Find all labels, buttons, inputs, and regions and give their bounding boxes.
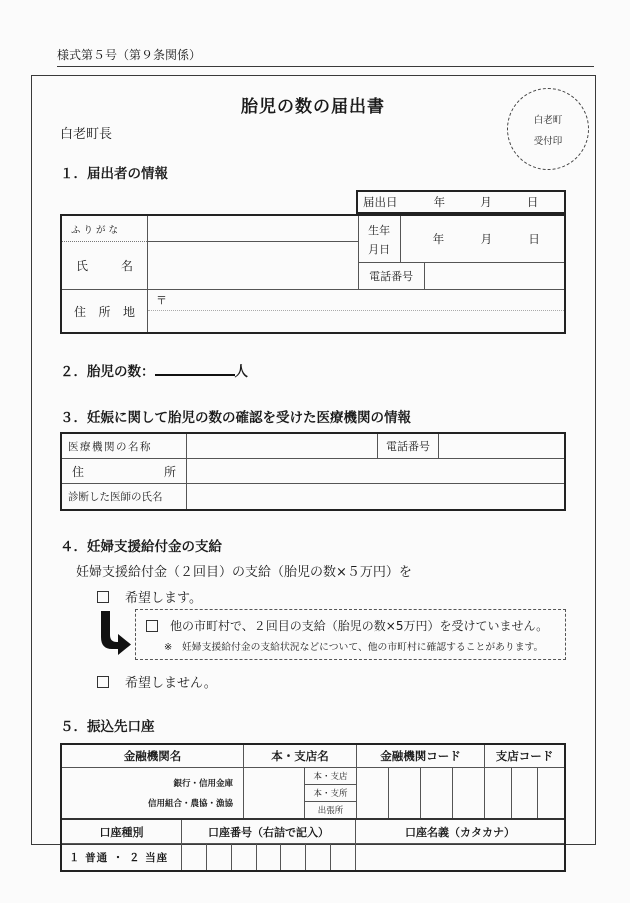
down-right-arrow-icon xyxy=(97,611,131,659)
bank-name-header: 金融機関名 xyxy=(62,745,244,767)
address-input[interactable] xyxy=(148,290,564,332)
report-date-box xyxy=(356,190,566,214)
account-number-cells xyxy=(182,844,356,870)
section5-heading: ５．振込先口座 xyxy=(60,719,155,735)
address-label-char1: 住 xyxy=(74,304,87,319)
applicant-table xyxy=(60,214,566,334)
phone-input[interactable] xyxy=(425,263,564,289)
bank-code-cell[interactable] xyxy=(453,768,484,818)
day-label: 日 xyxy=(528,232,540,246)
day-label: 日 xyxy=(526,195,539,209)
account-number-cell[interactable] xyxy=(182,844,207,870)
address-label xyxy=(62,290,148,332)
branch-name-header: 本・支店名 xyxy=(244,745,357,767)
account-name-input[interactable] xyxy=(356,844,564,870)
branch-code-cell[interactable] xyxy=(485,768,512,818)
branch-name-input[interactable] xyxy=(244,768,304,818)
addressee-label: 白老町長 xyxy=(60,127,113,142)
branch-type-labels xyxy=(304,768,356,818)
stamp-line2: 受付印 xyxy=(533,135,563,147)
option-hope-no xyxy=(97,672,566,691)
phone-label: 電話番号 xyxy=(359,263,425,289)
address-label-char2: 所 xyxy=(98,304,111,319)
bank-code-cells xyxy=(357,768,485,818)
name-label-char1: 氏 xyxy=(76,259,89,273)
bank-code-cell[interactable] xyxy=(421,768,453,818)
account-number-cell[interactable] xyxy=(306,844,331,870)
account-number-cell[interactable] xyxy=(257,844,282,870)
report-date-field[interactable] xyxy=(416,194,564,210)
bank-code-cell[interactable] xyxy=(389,768,421,818)
section1-heading: １．届出者の情報 xyxy=(60,166,168,182)
account-number-cell[interactable] xyxy=(232,844,257,870)
year-label: 年 xyxy=(432,232,445,246)
facility-phone-label: 電話番号 xyxy=(377,434,439,458)
branch-type-honshisho: 本・支所 xyxy=(305,785,356,802)
form-number: 様式第５号（第９条関係） xyxy=(57,46,594,67)
not-received-checkbox[interactable] xyxy=(146,620,158,632)
name-label xyxy=(62,242,147,289)
birthdate-label-line1: 生年 xyxy=(368,223,391,237)
account-name-header: 口座名義（カタカナ） xyxy=(405,825,515,839)
bank-account-table xyxy=(60,743,566,872)
report-date-label: 届出日 xyxy=(363,195,398,209)
stamp-line1: 白老町 xyxy=(533,114,563,126)
hope-no-checkbox[interactable] xyxy=(97,676,109,688)
account-number-header: 口座番号（右詰で記入） xyxy=(182,820,356,843)
bank-code-header: 金融機関コード xyxy=(357,745,485,767)
not-received-label: 他の市町村で、２回目の支給（胎児の数×5万円）を受けていません。 xyxy=(170,619,549,633)
section2-heading xyxy=(60,360,566,380)
bank-type-label-1: 銀行・信用金庫 xyxy=(173,779,233,789)
doctor-name-label: 診断した医師の氏名 xyxy=(62,484,187,509)
facility-address-input[interactable] xyxy=(187,459,564,483)
facility-phone-input[interactable] xyxy=(439,434,564,458)
hope-yes-label: 希望します。 xyxy=(125,591,202,606)
account-type-header: 口座種別 xyxy=(62,820,182,843)
facility-name-input[interactable] xyxy=(187,434,377,458)
page-title: 胎児の数の届出書 xyxy=(241,97,385,117)
bank-type-label-2: 信用組合・農協・漁協 xyxy=(147,799,233,809)
account-number-cell[interactable] xyxy=(207,844,232,870)
option-hope-yes xyxy=(97,587,566,606)
furigana-input[interactable] xyxy=(148,216,358,242)
birthdate-label-line2: 月日 xyxy=(368,242,391,256)
branch-code-cell[interactable] xyxy=(512,768,539,818)
reception-stamp xyxy=(507,88,589,170)
hope-no-label: 希望しません。 xyxy=(125,676,217,691)
name-input[interactable] xyxy=(148,242,358,289)
branch-code-header: 支店コード xyxy=(495,749,554,763)
facility-name-label: 医療機関の名称 xyxy=(62,434,187,458)
name-label-char2: 名 xyxy=(120,259,133,273)
year-label: 年 xyxy=(433,195,446,209)
branch-type-shucchojo: 出張所 xyxy=(317,806,344,816)
postal-mark: 〒 xyxy=(156,294,167,307)
address-divider xyxy=(148,310,564,311)
medical-institution-table xyxy=(60,432,566,511)
branch-type-honshiten: 本・支店 xyxy=(305,768,356,785)
fetus-count-unit: 人 xyxy=(234,364,248,380)
account-number-cell[interactable] xyxy=(281,844,306,870)
month-label: 月 xyxy=(480,195,492,209)
account-type-options[interactable]: １ 普通 ・ ２ 当座 xyxy=(62,844,182,870)
form-frame xyxy=(31,75,596,864)
month-label: 月 xyxy=(480,232,493,246)
grant-intro-text: 妊婦支援給付金（２回目）の支給（胎児の数×５万円）を xyxy=(76,565,412,580)
fetus-count-label: ２．胎児の数： xyxy=(60,364,155,380)
confirm-note: ※ 妊婦支援給付金の支給状況などについて、他の市町村に確認することがあります。 xyxy=(164,642,544,653)
facility-address-label xyxy=(62,459,187,483)
section4-heading: ４．妊婦支援給付金の支給 xyxy=(60,539,222,555)
bank-name-input[interactable] xyxy=(62,768,244,818)
address-label-char3: 地 xyxy=(122,304,135,319)
branch-code-cells xyxy=(485,768,564,818)
bank-code-cell[interactable] xyxy=(357,768,389,818)
account-number-cell[interactable] xyxy=(331,844,355,870)
birthdate-label xyxy=(359,216,401,262)
fetus-count-input[interactable] xyxy=(155,362,235,376)
other-municipality-confirm-box xyxy=(135,609,566,660)
doctor-name-input[interactable] xyxy=(187,484,564,509)
facility-address-char2: 所 xyxy=(163,464,176,479)
branch-code-cell[interactable] xyxy=(538,768,564,818)
section3-heading: ３．妊娠に関して胎児の数の確認を受けた医療機関の情報 xyxy=(60,410,411,426)
furigana-label: ふりがな xyxy=(62,216,147,242)
hope-yes-checkbox[interactable] xyxy=(97,591,109,603)
facility-address-char1: 住 xyxy=(72,464,85,479)
birthdate-field[interactable] xyxy=(401,216,564,262)
